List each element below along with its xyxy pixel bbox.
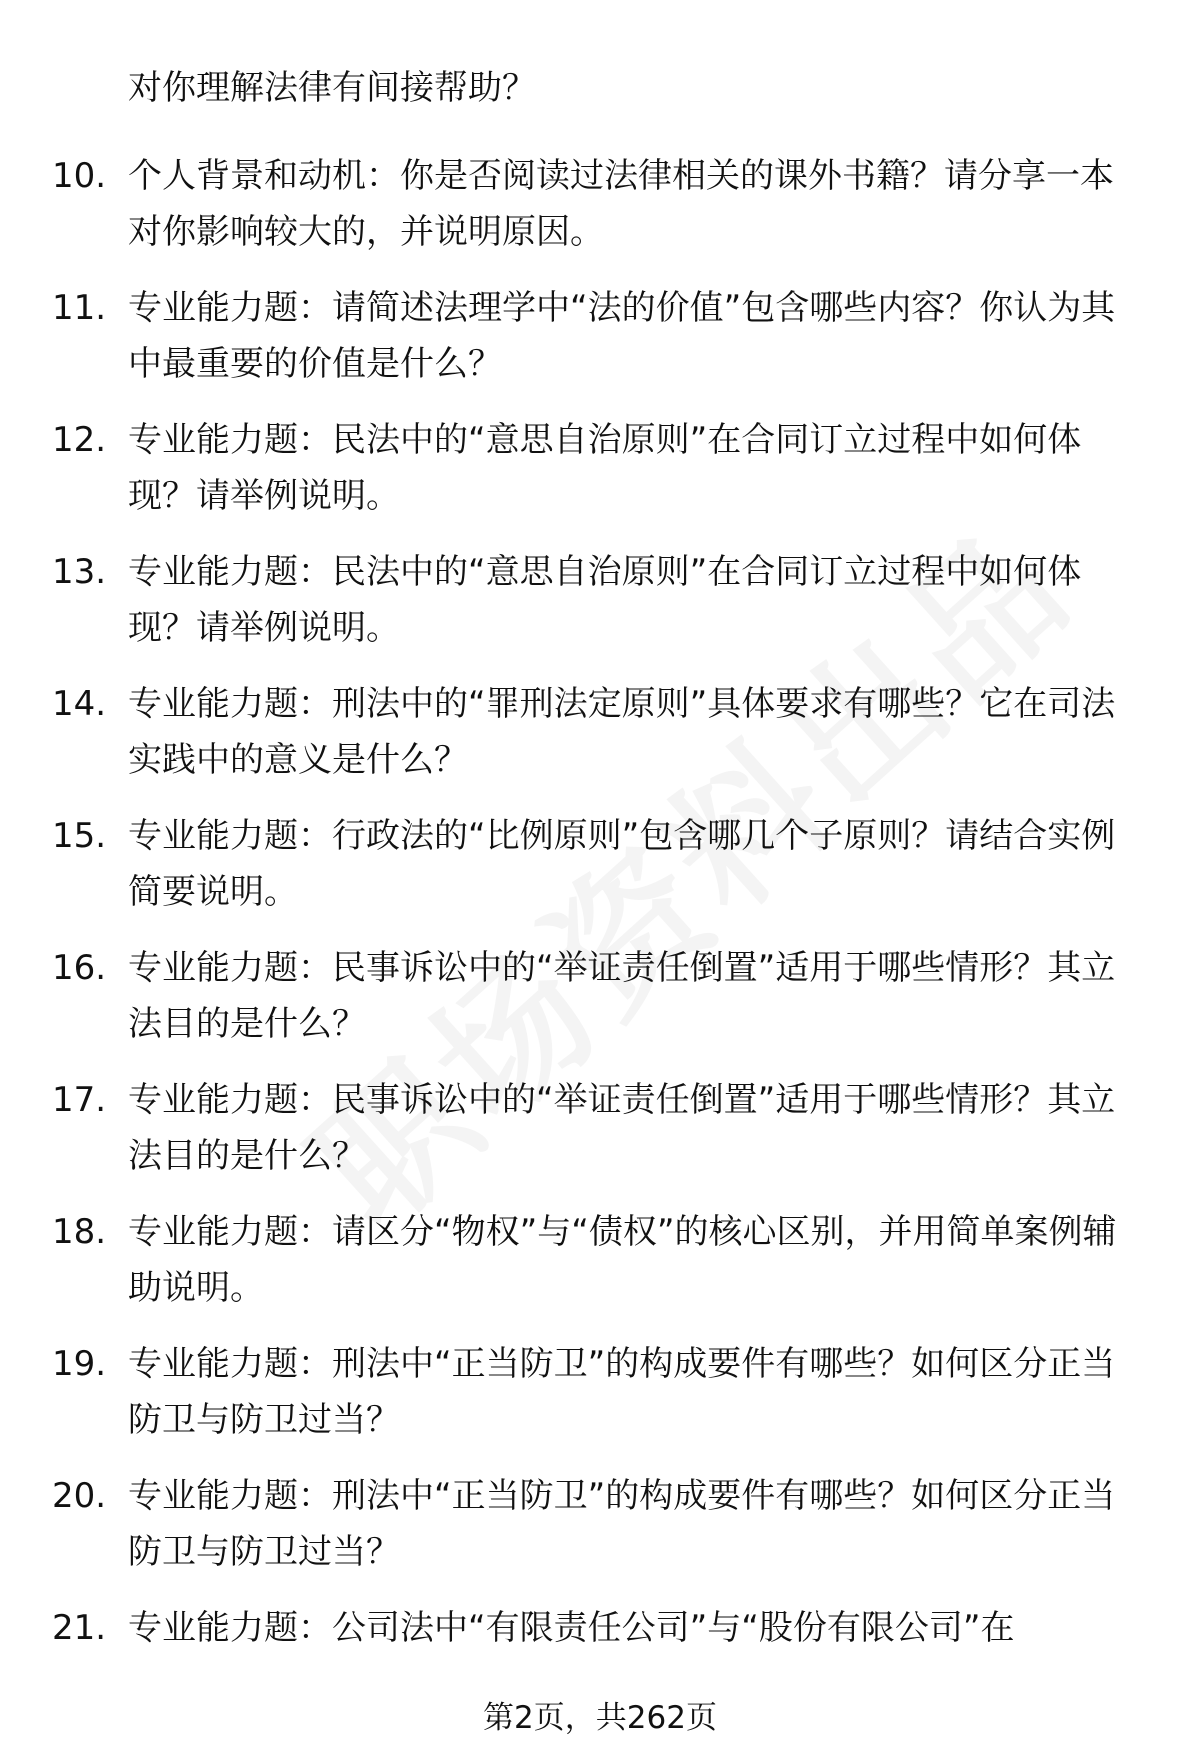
question-item <box>0 1336 1200 1468</box>
question-text: 专业能力题：民事诉讼中的“举证责任倒置”适用于哪些情形？其立法目的是什么？ <box>128 948 1116 1044</box>
question-item <box>0 1600 1200 1680</box>
question-number: 13. <box>52 552 107 592</box>
question-list <box>0 148 1200 1680</box>
question-text: 专业能力题：请区分“物权”与“债权”的核心区别，并用简单案例辅助说明。 <box>128 1212 1117 1308</box>
question-number: 17. <box>52 1080 107 1120</box>
question-item <box>0 280 1200 412</box>
question-text: 专业能力题：公司法中“有限责任公司”与“股份有限公司”在 <box>128 1608 1015 1648</box>
question-item <box>0 1072 1200 1204</box>
question-number: 20. <box>52 1476 107 1516</box>
question-text: 专业能力题：刑法中的“罪刑法定原则”具体要求有哪些？它在司法实践中的意义是什么？ <box>128 684 1116 780</box>
question-number: 18. <box>52 1212 107 1252</box>
question-number: 10. <box>52 156 107 196</box>
question-item <box>0 544 1200 676</box>
question-item <box>0 148 1200 280</box>
question-number: 15. <box>52 816 107 856</box>
question-text: 专业能力题：刑法中“正当防卫”的构成要件有哪些？如何区分正当防卫与防卫过当？ <box>128 1344 1116 1440</box>
question-item <box>0 1204 1200 1336</box>
question-item <box>0 808 1200 940</box>
question-text: 个人背景和动机：你是否阅读过法律相关的课外书籍？请分享一本对你影响较大的，并说明原因。 <box>128 156 1114 252</box>
question-item <box>0 1468 1200 1600</box>
question-item <box>0 940 1200 1072</box>
question-number: 21. <box>52 1608 107 1648</box>
continued-question-text: 对你理解法律有间接帮助？ <box>128 68 536 108</box>
question-text: 专业能力题：请简述法理学中“法的价值”包含哪些内容？你认为其中最重要的价值是什么？ <box>128 288 1116 384</box>
question-number: 16. <box>52 948 107 988</box>
question-text: 专业能力题：民法中的“意思自治原则”在合同订立过程中如何体现？请举例说明。 <box>128 420 1082 516</box>
question-text: 专业能力题：行政法的“比例原则”包含哪几个子原则？请结合实例简要说明。 <box>128 816 1116 912</box>
question-item <box>0 676 1200 808</box>
question-number: 11. <box>52 288 107 328</box>
question-item <box>0 412 1200 544</box>
question-text: 专业能力题：刑法中“正当防卫”的构成要件有哪些？如何区分正当防卫与防卫过当？ <box>128 1476 1116 1572</box>
question-number: 19. <box>52 1344 107 1384</box>
question-text: 专业能力题：民事诉讼中的“举证责任倒置”适用于哪些情形？其立法目的是什么？ <box>128 1080 1116 1176</box>
question-number: 12. <box>52 420 107 460</box>
question-number: 14. <box>52 684 107 724</box>
question-text: 专业能力题：民法中的“意思自治原则”在合同订立过程中如何体现？请举例说明。 <box>128 552 1082 648</box>
page-number-footer: 第2页，共262页 <box>483 1700 717 1736</box>
